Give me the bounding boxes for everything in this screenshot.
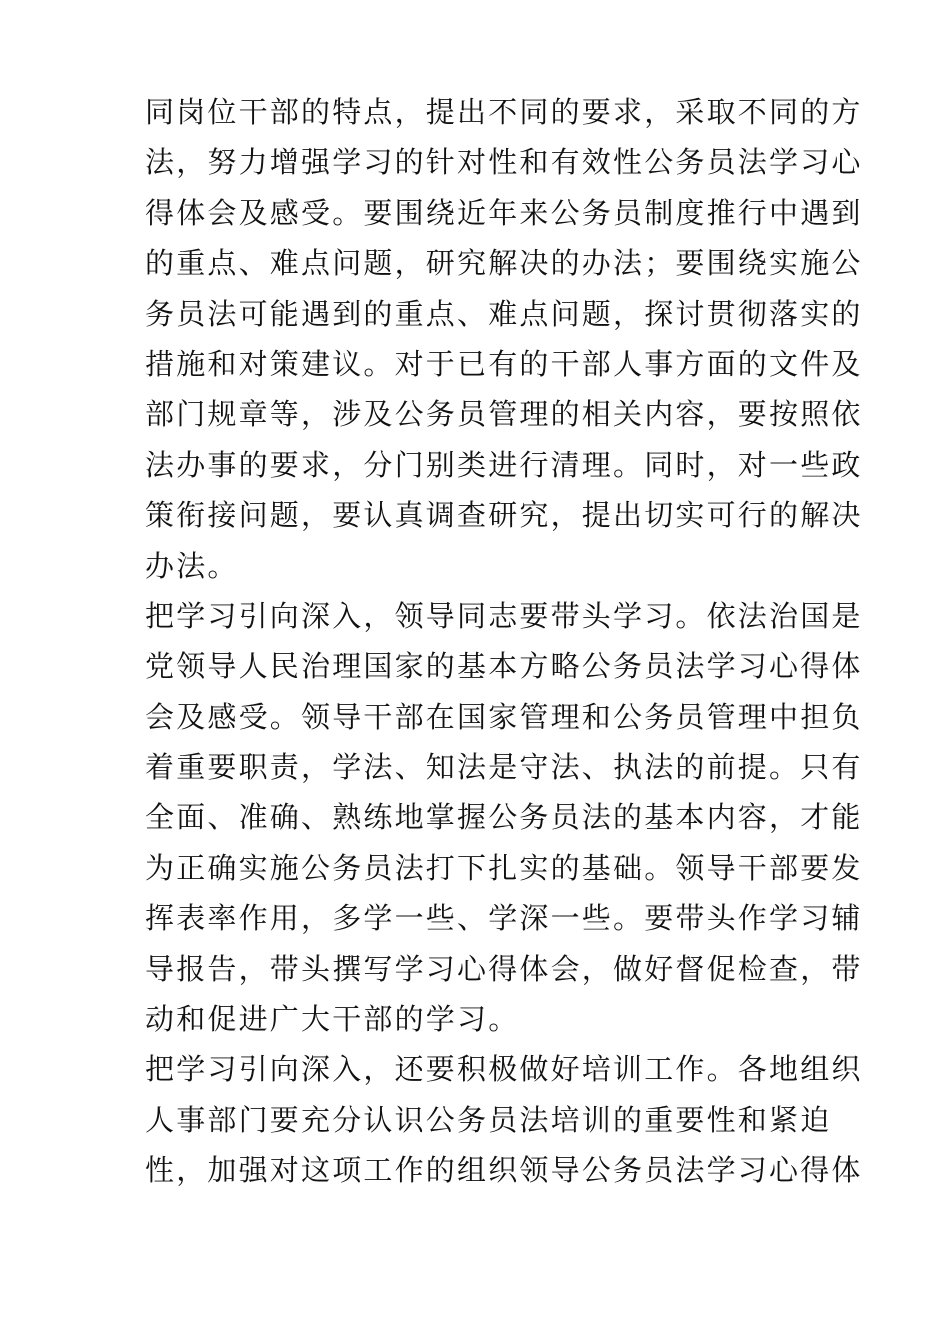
text-line: 措施和对策建议。对于已有的干部人事方面的文件及: [145, 346, 863, 381]
text-line: 挥表率作用，多学一些、学深一些。要带头作学习辅: [145, 901, 863, 936]
text-line: 着重要职责，学法、知法是守法、执法的前提。只有: [145, 750, 863, 785]
text-line: 法，努力增强学习的针对性和有效性公务员法学习心: [145, 145, 863, 180]
text-line: 为正确实施公务员法打下扎实的基础。领导干部要发: [145, 850, 863, 885]
text-line: 把学习引向深入，还要积极做好培训工作。各地组织: [145, 1052, 863, 1087]
text-line: 部门规章等，涉及公务员管理的相关内容，要按照依: [145, 397, 863, 432]
text-line: 得体会及感受。要围绕近年来公务员制度推行中遇到: [145, 195, 863, 230]
text-line: 法办事的要求，分门别类进行清理。同时，对一些政: [145, 447, 863, 482]
text-line: 会及感受。领导干部在国家管理和公务员管理中担负: [145, 699, 863, 734]
text-line: 人事部门要充分认识公务员法培训的重要性和紧迫: [145, 1102, 832, 1137]
text-line: 性，加强对这项工作的组织领导公务员法学习心得体: [145, 1153, 863, 1188]
text-line: 策衔接问题，要认真调查研究，提出切实可行的解决: [145, 498, 863, 533]
text-line: 办法。: [145, 548, 239, 583]
text-line: 全面、准确、熟练地掌握公务员法的基本内容，才能: [145, 800, 863, 835]
text-line: 的重点、难点问题，研究解决的办法；要围绕实施公: [145, 246, 863, 281]
text-line: 动和促进广大干部的学习。: [145, 1002, 520, 1037]
text-line: 把学习引向深入，领导同志要带头学习。依法治国是: [145, 598, 863, 633]
text-line: 同岗位干部的特点，提出不同的要求，采取不同的方: [145, 95, 863, 129]
text-line: 务员法可能遇到的重点、难点问题，探讨贯彻落实的: [145, 296, 863, 331]
document-body: [145, 87, 863, 1196]
text-line: 导报告，带头撰写学习心得体会，做好督促检查，带: [145, 951, 863, 986]
text-line: 党领导人民治理国家的基本方略公务员法学习心得体: [145, 649, 863, 684]
